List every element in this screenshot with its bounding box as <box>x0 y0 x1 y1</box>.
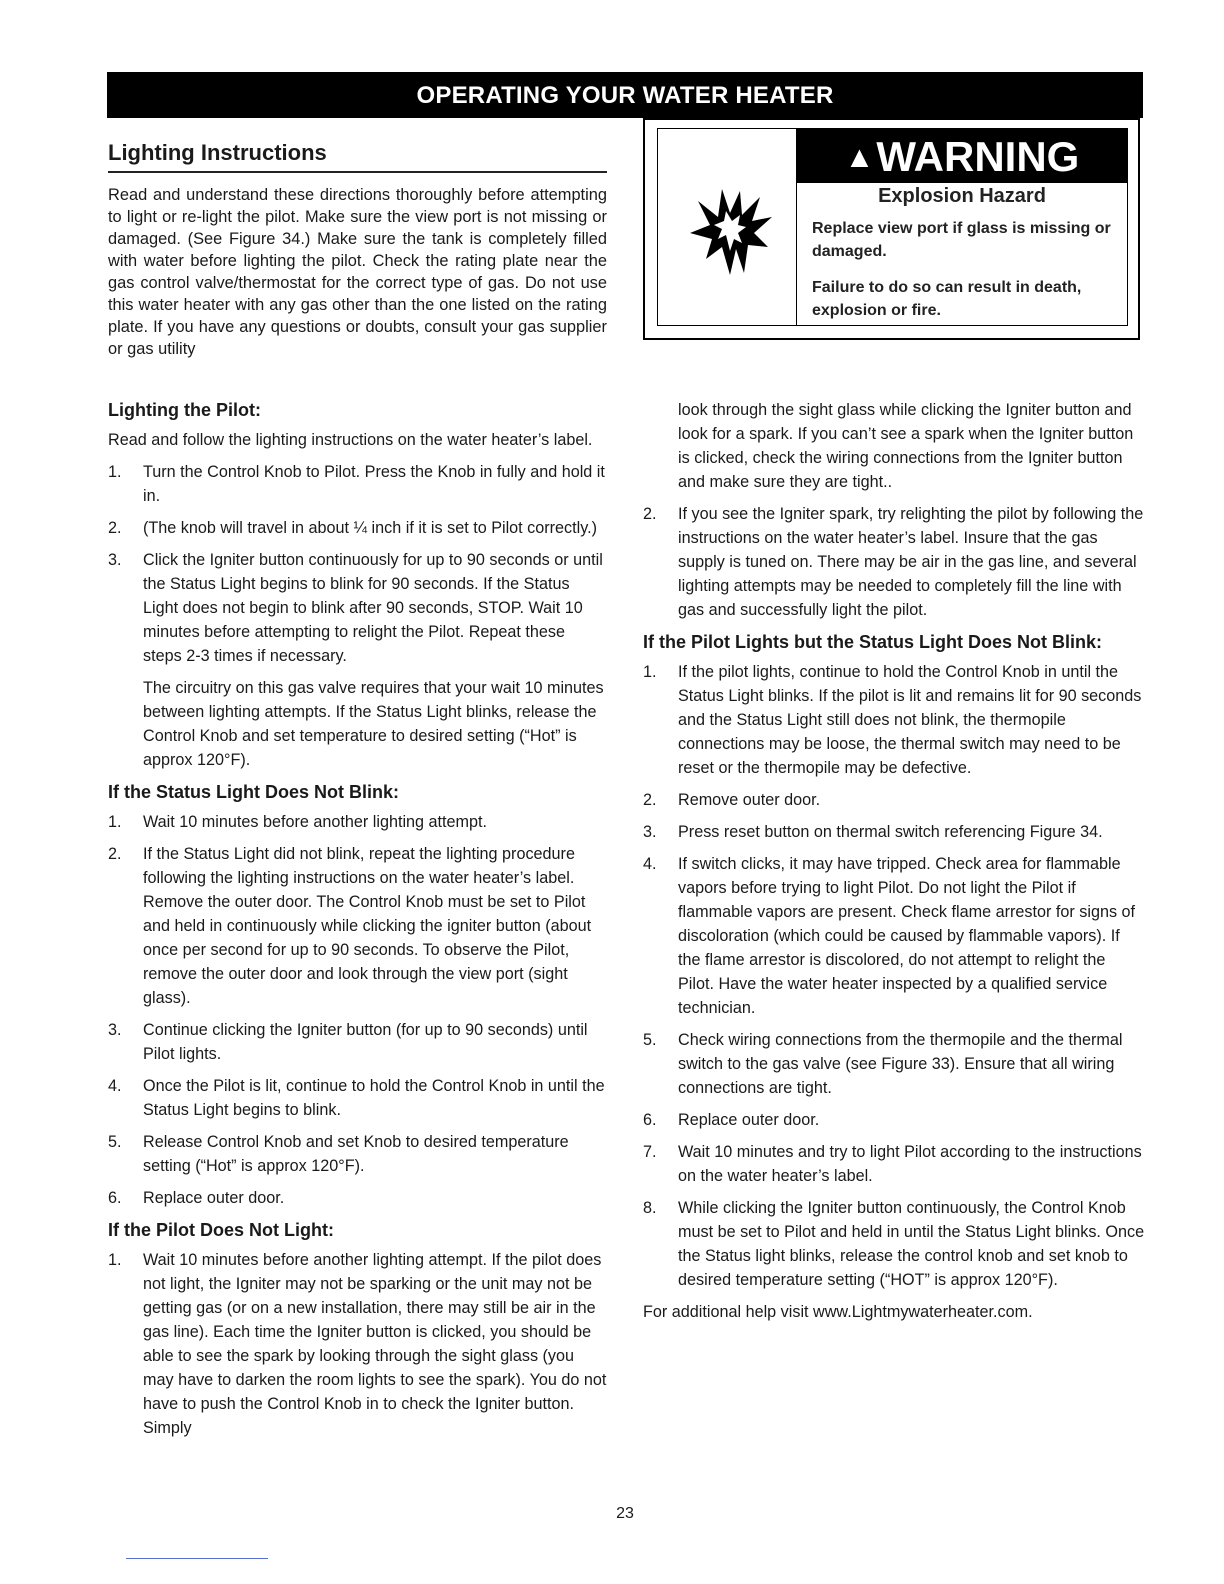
list-item: 1. Wait 10 minutes before another lighting attempt. <box>108 813 488 831</box>
list-item: 6. Replace outer door. <box>643 1111 820 1129</box>
list-item: 1. Wait 10 minutes before another lighting attempt. If the pilot does not light, the Igniter may not be sparking or the unit may not be getting gas (or on a new installation, there may still be air in the gas line). Each time the Igniter button is clicked, you should be able to see the spark by looking through the sight glass (you may have to darken the room lights to see the spark). You do not have to push the Control Knob in to check the Igniter button. Simply <box>108 1251 607 1437</box>
list-item: 5. Check wiring connections from the thermopile and the thermal switch to the gas valve (see Figure 33). Ensure that all wiring connections are tight. <box>643 1031 1123 1097</box>
explosion-icon <box>688 187 773 277</box>
list-item: 2. If you see the Igniter spark, try relighting the pilot by following the instructions on the water heater’s label. Insure that the gas supply is tuned on. There may be air in the gas line, and several lighting attempts may be needed to completely fill the line with gas and successfully light the pilot. <box>643 505 1144 619</box>
no-light-heading: If the Pilot Does Not Light: <box>108 1220 334 1240</box>
list-item: 3. Press reset button on thermal switch referencing Figure 34. <box>643 823 1103 841</box>
left-column <box>108 398 608 1448</box>
lighting-pilot-heading: Lighting the Pilot: <box>108 400 261 420</box>
pilot-lights-no-blink-heading: If the Pilot Lights but the Status Light Does Not Blink: <box>643 632 1102 652</box>
warning-message-2: Failure to do so can result in death, explosion or fire. <box>812 279 1082 319</box>
warning-subtitle: Explosion Hazard <box>878 185 1046 207</box>
warning-message-1: Replace view port if glass is missing or damaged. <box>812 220 1111 260</box>
no-light-steps-continued <box>643 502 1145 622</box>
list-item: 8. While clicking the Igniter button continuously, the Control Knob must be set to Pilot and held in until the Status Light blinks. Once the Status light blinks, release the control knob and set knob to desired temperature setting (“HOT” is approx 120°F). <box>643 1199 1145 1289</box>
list-item: 1. If the pilot lights, continue to hold the Control Knob in until the Status Light blinks. If the pilot is lit and remains lit for 90 seconds and the Status Light still does not blink, the thermopile connections may be loose, the thermal switch may need to be reset or the thermopile may be defective. <box>643 663 1142 777</box>
list-item: 1. Turn the Control Knob to Pilot. Press the Knob in fully and hold it in. <box>108 463 605 505</box>
list-item: 6. Replace outer door. <box>108 1189 285 1207</box>
warning-header <box>797 129 1127 183</box>
list-item: 2. Remove outer door. <box>643 791 821 809</box>
list-item: 5. Release Control Knob and set Knob to desired temperature setting (“Hot” is approx 120°F). <box>108 1133 569 1175</box>
no-blink-steps <box>108 810 608 1210</box>
no-light-steps <box>108 1248 608 1440</box>
no-blink-heading: If the Status Light Does Not Blink: <box>108 782 399 802</box>
warning-title: WARNING <box>876 133 1080 180</box>
section-banner: OPERATING YOUR WATER HEATER <box>107 72 1143 118</box>
list-item: 4. Once the Pilot is lit, continue to hold the Control Knob in until the Status Light begins to blink. <box>108 1077 605 1119</box>
list-item: 2. If the Status Light did not blink, repeat the lighting procedure following the lighting instructions on the water heater’s label. Remove the outer door. The Control Knob must be set to Pilot and held in continuously while clicking the igniter button (about once per second for up to 90 seconds. To observe the Pilot, remove the outer door and look through the view port (sight glass). <box>108 845 592 1007</box>
list-item: 2. (The knob will travel in about ¼ inch if it is set to Pilot correctly.) <box>108 519 598 537</box>
right-column <box>643 398 1145 1332</box>
lighting-instructions-title: Lighting Instructions <box>108 140 607 173</box>
pilot-lights-no-blink-steps <box>643 660 1145 1292</box>
footer-rule <box>126 1558 268 1559</box>
list-item: 3. Continue clicking the Igniter button (for up to 90 seconds) until Pilot lights. <box>108 1021 588 1063</box>
list-item: 7. Wait 10 minutes and try to light Pilot according to the instructions on the water heater’s label. <box>643 1143 1142 1185</box>
no-light-step1-continued: look through the sight glass while clicking the Igniter button and look for a spark. If you can’t see a spark when the Igniter button is clicked, check the wiring connections from the Igniter button and make sure they are tight.. <box>678 401 1134 491</box>
lighting-pilot-intro: Read and follow the lighting instructions on the water heater’s label. <box>108 431 593 449</box>
warning-box <box>643 118 1140 340</box>
page-number: 23 <box>616 1505 634 1522</box>
lighting-pilot-steps <box>108 460 608 668</box>
list-item: 4. If switch clicks, it may have tripped. Check area for flammable vapors before trying to light Pilot. Do not light the Pilot if flammable vapors are present. Check flame arrestor for signs of discoloration (which could be caused by flammable vapors). If the flame arrestor is discolored, do not attempt to relight the Pilot. Have the water heater inspected by a qualified service technician. <box>643 855 1136 1017</box>
list-item: 3. Click the Igniter button continuously for up to 90 seconds or until the Status Light begins to blink for 90 seconds. If the Status Light does not begin to blink after 90 seconds, STOP. Wait 10 minutes before attempting to relight the Pilot. Repeat these steps 2-3 times if necessary. <box>108 551 603 665</box>
warning-inner-frame <box>657 128 1128 326</box>
lighting-pilot-note: The circuitry on this gas valve requires that your wait 10 minutes between lighting attempts. If the Status Light blinks, release the Control Knob and set temperature to desired setting (“Hot” is approx 120°F). <box>143 679 604 769</box>
intro-paragraph: Read and understand these directions thoroughly before attempting to light or re-light the pilot. Make sure the view port is not missing or damaged. (See Figure 34.) Make sure the tank is completely filled with water before lighting the pilot. Check the rating plate near the gas control valve/thermostat for the correct type of gas. Do not use this water heater with any gas other than the one listed on the rating plate. If you have any questions or doubts, consult your gas supplier or gas utility <box>108 186 607 358</box>
warning-triangle-icon: ▲ <box>844 141 875 174</box>
additional-help-text: For additional help visit www.Lightmywaterheater.com. <box>643 1303 1033 1321</box>
